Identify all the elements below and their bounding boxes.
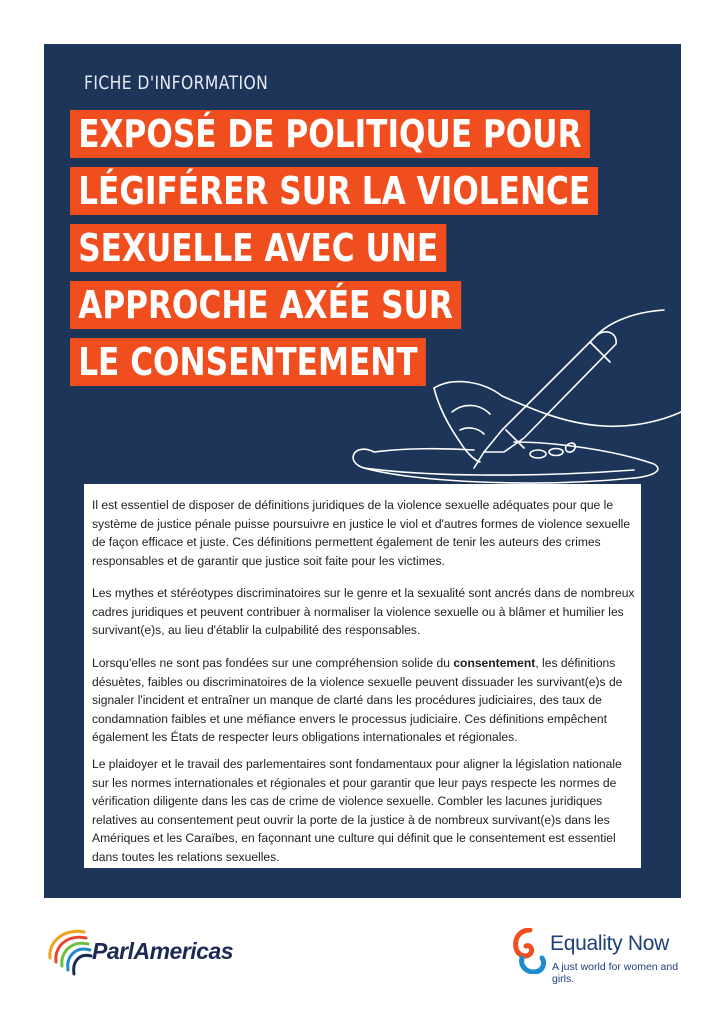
hand-writing-illustration [334, 292, 681, 492]
title-line-3: SEXUELLE AVEC UNE [70, 224, 446, 272]
paragraph-2: Les mythes et stéréotypes discriminatoires sur le genre et la sexualité sont ancrés dans de nombreux cadres juridiques et peuvent contribuer à normaliser la violence sexuelle ou à blâmer et humilier les survivant(e)s, au lieu d'établir la culpabilité des responsables. [92, 586, 635, 637]
parlamericas-logo [44, 924, 244, 980]
summary-text-box [84, 484, 641, 868]
title-line-2: LÉGIFÉRER SUR LA VIOLENCE [70, 167, 598, 215]
title-line-1: EXPOSÉ DE POLITIQUE POUR [70, 110, 590, 158]
consentement-emphasis: consentement [453, 656, 536, 670]
title-line-4: APPROCHE AXÉE SUR [70, 281, 461, 329]
paragraph-3: Lorsqu'elles ne sont pas fondées sur une compréhension solide du consentement, les définitions désuètes, faibles ou discriminatoires de la violence sexuelle peuvent dissuader les survivant(e)s de signaler l'incident et entraîner un manque de clarté dans les procédures judiciaires, des taux de condamnation faibles et une méfiance envers le processus judiciaire. Ces définitions empêchent également les États de respecter leurs obligations internationales et régionales. [92, 656, 623, 744]
paragraph-4: Le plaidoyer et le travail des parlementaires sont fondamentaux pour aligner la législation nationale sur les normes internationales et régionales et pour garantir que leur pays respecte les normes de vérification diligente dans les cas de crime de violence sexuelle. Combler les lacunes juridiques relatives au consentement peut ouvrir la porte de la justice à de nombreux survivant(e)s dans les Amériques et les Caraïbes, en façonnant une culture qui définit que le consentement est essentiel dans toutes les relations sexuelles. [92, 757, 622, 864]
paragraph-1: Il est essentiel de disposer de définitions juridiques de la violence sexuelle adéquates pour que le système de justice pénale puisse poursuivre en justice le viol et d'autres formes de violence sexuelle de façon efficace et juste. Ces définitions permettent également de tenir les auteurs des crimes responsables et de garantir que justice soit faite pour les victimes. [92, 498, 631, 568]
parlamericas-wordmark: ParlAmericas [92, 938, 234, 964]
equality-now-wordmark: Equality Now [550, 932, 669, 955]
equality-now-emblem-icon [512, 928, 548, 974]
equality-now-logo [512, 928, 692, 984]
cover-panel [44, 44, 681, 898]
parlamericas-swirl-icon [44, 924, 96, 980]
title-line-5: LE CONSENTEMENT [70, 338, 426, 386]
document-type-label: FICHE D'INFORMATION [84, 72, 269, 94]
equality-now-tagline: A just world for women and girls. [552, 961, 679, 985]
